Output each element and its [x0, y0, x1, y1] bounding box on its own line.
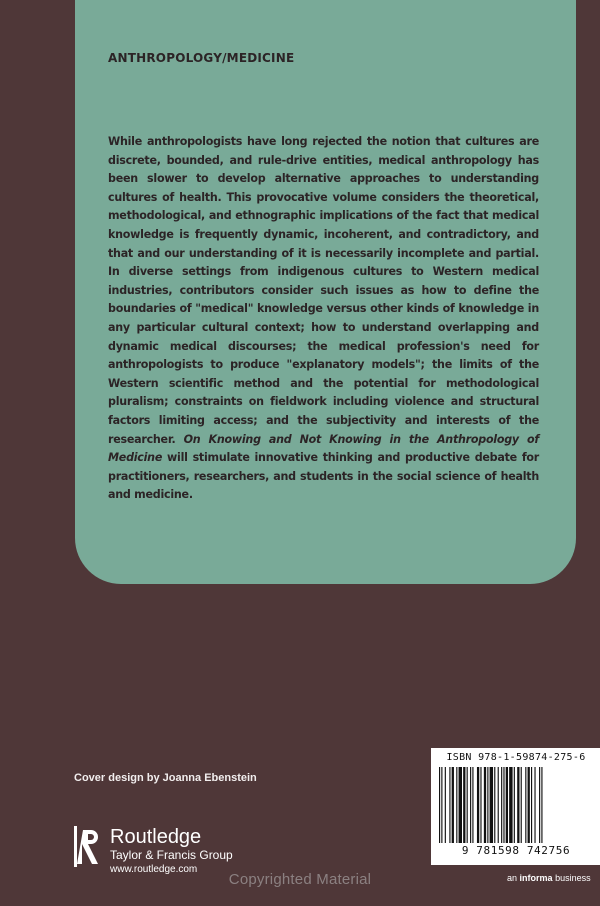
publisher-url: www.routledge.com — [110, 864, 198, 875]
book-description — [108, 133, 539, 505]
cover-design-credit: Cover design by Joanna Ebenstein — [74, 772, 257, 784]
informa-suffix: business — [555, 873, 591, 883]
description-text-end: will stimulate innovative thinking and productive debate for practitioners, researchers, and students in the social science of health and medicine. — [108, 451, 539, 502]
informa-prefix: an — [507, 873, 518, 883]
informa-brand: informa — [519, 873, 553, 883]
barcode-panel — [431, 748, 600, 865]
routledge-r-icon — [74, 826, 104, 874]
category-label: ANTHROPOLOGY/MEDICINE — [108, 51, 295, 65]
publisher-block — [110, 826, 233, 877]
description-panel — [75, 0, 576, 584]
barcode-digits: 9 781598 742756 — [461, 844, 571, 857]
publisher-group: Taylor & Francis Group — [110, 848, 233, 862]
barcode-icon — [437, 767, 595, 843]
description-text: While anthropologists have long rejected the notion that cultures are discrete, bounded, and rule-drive entities, medical anthropology has been slower to develop alternative approaches to understanding cultures of health. This provocative volume considers the theoretical, methodological, and ethnographic implications of the fact that medical knowledge is frequently dynamic, incoherent, and contradictory, and that and our understanding of it is necessarily incomplete and partial. In diverse settings from indigenous cultures to Western medical industries, contributors consider such issues as how to define the boundaries of "medical" knowledge versus other kinds of knowledge in any particular cultural context; how to understand overlapping and dynamic medical discourses; the medical profession's need for anthropologists to produce "explanatory models"; the limits of the Western scientific method and the potential for methodological pluralism; constraints on fieldwork including violence and structural factors limiting access; and the subjectivity and interests of the researcher. — [108, 135, 539, 446]
publisher-name: Routledge — [110, 826, 202, 848]
watermark-bottom: Copyrighted Material — [228, 871, 372, 888]
isbn-number: ISBN 978-1-59874-275-6 — [446, 752, 586, 763]
book-title-italic: On Knowing and Not Knowing in the Anthropology of Medicine — [108, 432, 539, 465]
